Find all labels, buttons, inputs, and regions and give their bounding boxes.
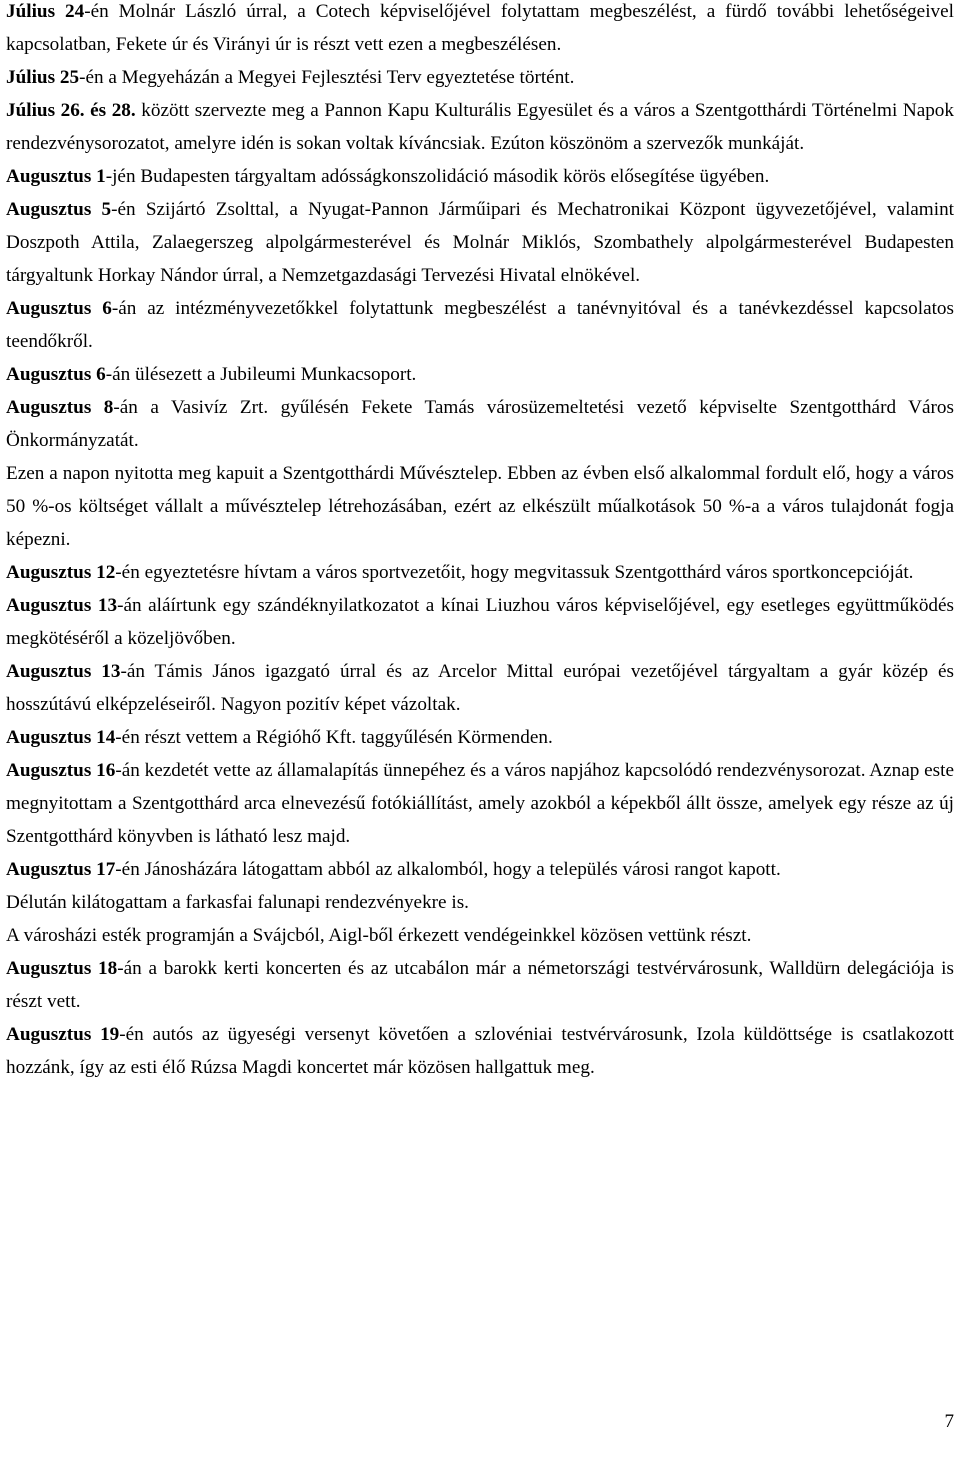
paragraph-date: Július 24: [6, 1, 85, 22]
paragraph-text: -án az intézményvezetőkkel folytattunk megbeszélést a tanévnyitóval és a tanévkezdéssel kapcsolatos teendőkről.: [6, 298, 954, 352]
paragraph: [6, 0, 954, 61]
paragraph-date: Augusztus 12: [6, 562, 116, 583]
paragraph-text: -án a barokk kerti koncerten és az utcabálon már a németországi testvérvárosunk, Walldürn delegációja is részt vett.: [6, 958, 954, 1012]
paragraph-text: -én Molnár László úrral, a Cotech képviselőjével folytattam megbeszélést, a fürdő további lehetőségeivel kapcsolatban, Fekete úr és Virányi úr is részt vett ezen a megbeszélésen.: [6, 1, 954, 55]
paragraph-date: Augusztus 17: [6, 859, 116, 880]
paragraph-date: Augusztus 1: [6, 166, 106, 187]
paragraph-text: -án a Vasivíz Zrt. gyűlésén Fekete Tamás városüzemeltetési vezető képviselte Szentgotthárd Város Önkormányzatát.: [6, 397, 954, 451]
paragraph: [6, 1018, 954, 1084]
paragraph-date: Augusztus 14: [6, 727, 116, 748]
paragraph-date: Július 25: [6, 67, 80, 88]
paragraph-date: Augusztus 16: [6, 760, 116, 781]
paragraph-text: -án aláírtunk egy szándéknyilatkozatot a kínai Liuzhou város képviselőjével, egy esetleges együttműködés megkötéséről a közeljövőben.: [6, 595, 955, 649]
paragraph: [6, 193, 954, 292]
paragraph-text: -án kezdetét vette az államalapítás ünnepéhez és a város napjához kapcsolódó rendezvénysorozat. Aznap este megnyitottam a Szentgotthárd arca elnevezésű fotókiállítást, amely azokból a képekből állt össze, amelyek egy része az új Szentgotthárd könyvben is látható lesz majd.: [6, 760, 954, 847]
paragraph: [6, 94, 954, 160]
paragraph-text: Ezen a napon nyitotta meg kapuit a Szentgotthárdi Művésztelep. Ebben az évben első alkalommal fordult elő, hogy a város 50 %-os költséget vállalt a művésztelep létrehozásában, ezért az elkészült műalkotások 50 %-a a város tulajdonát fogja képezni.: [6, 463, 954, 550]
paragraph: [6, 655, 954, 721]
paragraph-date: Augusztus 8: [6, 397, 114, 418]
paragraph-date: Augusztus 5: [6, 199, 112, 220]
paragraph: [6, 853, 954, 886]
paragraph: [6, 292, 954, 358]
paragraph-date: Augusztus 6: [6, 298, 112, 319]
paragraph-text: között szervezte meg a Pannon Kapu Kulturális Egyesület és a város a Szentgotthárdi Történelmi Napok rendezvénysorozatot, amelyre idén is sokan voltak kíváncsiak. Ezúton köszönöm a szervezők munkáját.: [6, 100, 954, 154]
paragraph-date: Augusztus 13: [6, 595, 118, 616]
paragraph-text: -án Támis János igazgató úrral és az Arcelor Mittal európai vezetőjével tárgyaltam a gyár közép és hosszútávú elképzeléseiről. Nagyon pozitív képet vázoltak.: [6, 661, 954, 715]
paragraph-text: Délután kilátogattam a farkasfai falunapi rendezvényekre is.: [6, 892, 469, 913]
paragraph-date: Augusztus 19: [6, 1024, 120, 1045]
paragraph: [6, 919, 954, 952]
paragraph-text: -jén Budapesten tárgyaltam adósságkonszolidáció második körös elősegítése ügyében.: [105, 166, 770, 187]
paragraph: [6, 952, 954, 1018]
paragraph-date: Augusztus 13: [6, 661, 121, 682]
paragraph-text: -án ülésezett a Jubileumi Munkacsoport.: [105, 364, 417, 385]
paragraph-text: A városházi esték programján a Svájcból, Aigl-ből érkezett vendégeinkkel közösen vettünk részt.: [6, 925, 752, 946]
paragraph: [6, 61, 954, 94]
paragraph-text: -én autós az ügyeségi versenyt követően a szlovéniai testvérvárosunk, Izola küldöttsége is csatlakozott hozzánk, így az esti élő Rúzsa Magdi koncertet már közösen hallgattuk meg.: [6, 1024, 955, 1078]
paragraph: [6, 886, 954, 919]
paragraph: [6, 457, 954, 556]
paragraph-text: -én a Megyeházán a Megyei Fejlesztési Terv egyeztetése történt.: [79, 67, 575, 88]
paragraph: [6, 754, 954, 853]
paragraph: [6, 391, 954, 457]
paragraph-date: Augusztus 18: [6, 958, 118, 979]
document-body: [6, 0, 954, 1084]
paragraph: [6, 721, 954, 754]
page-number: 7: [944, 1411, 954, 1432]
paragraph: [6, 589, 954, 655]
paragraph-text: -én egyeztetésre hívtam a város sportvezetőit, hogy megvitassuk Szentgotthárd város sportkoncepcióját.: [115, 562, 914, 583]
paragraph: [6, 160, 954, 193]
paragraph-date: Augusztus 6: [6, 364, 106, 385]
paragraph-date: Július 26. és 28.: [6, 100, 136, 121]
paragraph-text: -én részt vettem a Régióhő Kft. taggyűlésén Körmenden.: [115, 727, 553, 748]
paragraph: [6, 358, 954, 391]
paragraph-text: -én Szijártó Zsolttal, a Nyugat-Pannon Járműipari és Mechatronikai Központ ügyvezetőjével, valamint Doszpoth Attila, Zalaegerszeg alpolgármesterével és Molnár Miklós, Szombathely alpolgármesterével Budapesten tárgyaltunk Horkay Nándor úrral, a Nemzetgazdasági Tervezési Hivatal elnökével.: [6, 199, 954, 286]
paragraph-text: -én Jánosházára látogattam abból az alkalomból, hogy a település városi rangot kapott.: [115, 859, 781, 880]
paragraph: [6, 556, 954, 589]
